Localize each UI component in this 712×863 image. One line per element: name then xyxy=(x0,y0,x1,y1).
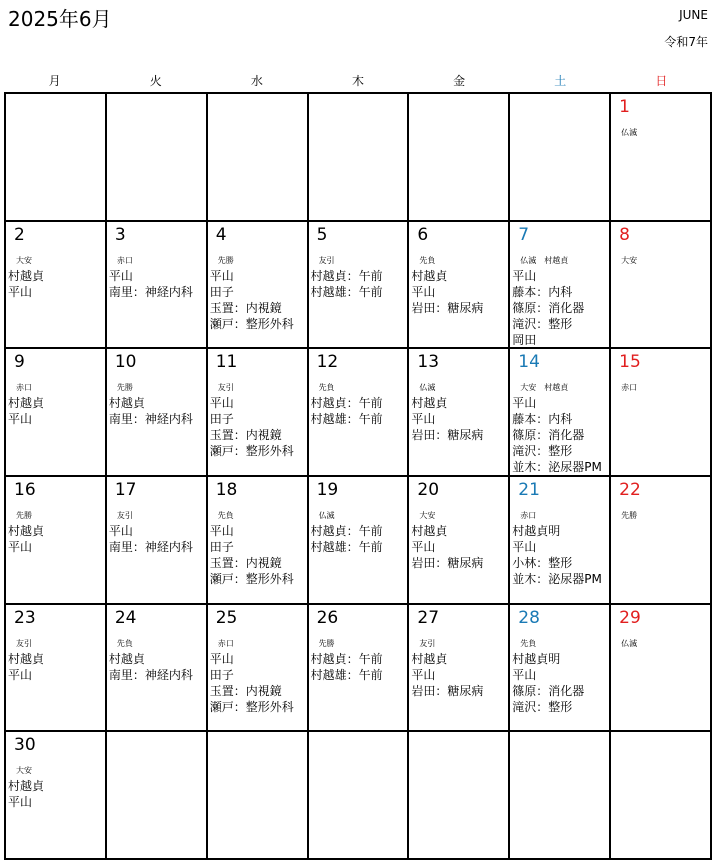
rokuyo-label: 友引 xyxy=(217,383,234,393)
schedule-entry: 村越雄：午前 xyxy=(310,412,383,427)
weekday-sun: 日 xyxy=(655,74,668,88)
schedule-entry: 滝沢：整形 xyxy=(512,316,573,331)
day-cell[interactable] xyxy=(309,605,410,733)
sub-note: 村越貞 xyxy=(544,255,569,265)
schedule-list xyxy=(411,395,483,443)
schedule-list xyxy=(8,523,44,555)
schedule-entry: 岩田：糖尿病 xyxy=(411,555,484,570)
schedule-entry: 村越貞：午前 xyxy=(310,268,383,283)
calendar-title: 2025年6月 xyxy=(8,7,112,31)
rokuyo-row xyxy=(218,382,234,393)
schedule-entry: 平山 xyxy=(108,523,133,538)
day-cell[interactable] xyxy=(309,349,410,477)
schedule-entry: 村越貞：午前 xyxy=(310,396,383,411)
schedule-entry: 平山 xyxy=(209,523,234,538)
rokuyo-row xyxy=(419,255,435,266)
day-cell[interactable] xyxy=(6,222,107,350)
rokuyo-label: 先負 xyxy=(116,638,133,648)
schedule-entry: 平山 xyxy=(8,667,33,682)
day-cell[interactable] xyxy=(409,477,510,605)
schedule-entry: 平山 xyxy=(411,284,436,299)
day-cell[interactable] xyxy=(510,605,611,733)
empty-cell xyxy=(409,732,510,860)
day-cell[interactable] xyxy=(208,605,309,733)
schedule-entry: 村越貞明 xyxy=(512,523,561,538)
schedule-entry: 南里：神経内科 xyxy=(108,667,193,682)
day-cell[interactable] xyxy=(107,477,208,605)
schedule-list xyxy=(512,651,584,715)
schedule-entry: 村越貞明 xyxy=(512,651,561,666)
schedule-list xyxy=(210,268,294,332)
day-number: 6 xyxy=(417,224,429,245)
rokuyo-label: 仏滅 xyxy=(419,383,436,393)
day-cell[interactable] xyxy=(409,605,510,733)
schedule-entry: 村越貞 xyxy=(411,268,448,283)
day-cell[interactable] xyxy=(611,605,712,733)
empty-cell xyxy=(208,94,309,222)
schedule-list xyxy=(109,395,193,427)
day-number: 4 xyxy=(215,224,227,245)
rokuyo-label: 仏滅 xyxy=(520,255,537,265)
rokuyo-row xyxy=(319,255,335,266)
schedule-list xyxy=(8,651,44,683)
day-cell[interactable] xyxy=(309,222,410,350)
schedule-entry: 岩田：糖尿病 xyxy=(411,683,484,698)
day-number: 24 xyxy=(114,607,137,628)
rokuyo-label: 友引 xyxy=(16,638,32,648)
schedule-entry: 田子 xyxy=(209,284,234,299)
empty-cell xyxy=(208,732,309,860)
rokuyo-label: 仏滅 xyxy=(318,510,335,520)
schedule-entry: 篠原：消化器 xyxy=(512,683,585,698)
schedule-entry: 平山 xyxy=(8,284,33,299)
schedule-entry: 玉置：内視鏡 xyxy=(209,555,282,570)
schedule-entry: 小林：整形 xyxy=(512,555,573,570)
schedule-entry: 岩田：糖尿病 xyxy=(411,428,484,443)
schedule-entry: 瀬戸：整形外科 xyxy=(209,571,294,586)
schedule-entry: 村越貞 xyxy=(411,523,448,538)
month-english: JUNE xyxy=(679,8,708,22)
empty-cell xyxy=(107,732,208,860)
day-cell[interactable] xyxy=(611,94,712,222)
day-number: 15 xyxy=(619,352,641,373)
day-cell[interactable] xyxy=(208,222,309,350)
day-number: 13 xyxy=(417,352,440,373)
day-number: 22 xyxy=(619,479,641,500)
rokuyo-label: 大安 xyxy=(419,510,436,520)
day-cell[interactable] xyxy=(6,349,107,477)
rokuyo-label: 先負 xyxy=(520,638,537,648)
rokuyo-row xyxy=(16,382,32,393)
schedule-entry: 藤本：内科 xyxy=(512,284,573,299)
day-cell[interactable] xyxy=(309,477,410,605)
day-cell[interactable] xyxy=(6,732,107,860)
rokuyo-row xyxy=(419,638,435,649)
empty-cell xyxy=(409,94,510,222)
rokuyo-row xyxy=(520,638,536,649)
schedule-entry: 村越貞 xyxy=(411,651,448,666)
schedule-entry: 村越貞 xyxy=(108,651,145,666)
empty-cell xyxy=(107,94,208,222)
rokuyo-label: 大安 xyxy=(520,383,537,393)
rokuyo-row xyxy=(16,765,32,776)
schedule-entry: 平山 xyxy=(209,396,234,411)
rokuyo-row xyxy=(218,510,234,521)
day-cell[interactable] xyxy=(6,477,107,605)
schedule-entry: 篠原：消化器 xyxy=(512,300,585,315)
weekday-thu: 木 xyxy=(351,74,364,88)
weekday-wed: 水 xyxy=(250,74,263,88)
schedule-list xyxy=(311,651,383,683)
schedule-list xyxy=(311,268,383,300)
day-cell[interactable] xyxy=(611,349,712,477)
rokuyo-row xyxy=(520,382,568,393)
rokuyo-row xyxy=(117,638,133,649)
schedule-list xyxy=(8,778,44,810)
schedule-list xyxy=(311,523,383,555)
rokuyo-row xyxy=(218,255,234,266)
rokuyo-label: 赤口 xyxy=(217,638,234,648)
rokuyo-row xyxy=(117,255,133,266)
rokuyo-row xyxy=(117,510,133,521)
rokuyo-label: 友引 xyxy=(318,255,335,265)
rokuyo-row xyxy=(419,382,435,393)
day-number: 16 xyxy=(14,479,36,500)
rokuyo-row xyxy=(621,382,637,393)
schedule-entry: 南里：神経内科 xyxy=(108,412,193,427)
schedule-entry: 平山 xyxy=(8,795,33,810)
schedule-list xyxy=(210,395,294,459)
schedule-entry: 瀬戸：整形外科 xyxy=(209,316,294,331)
rokuyo-label: 友引 xyxy=(116,510,133,520)
empty-cell xyxy=(510,732,611,860)
day-number: 18 xyxy=(215,479,238,500)
schedule-entry: 平山 xyxy=(512,667,537,682)
schedule-entry: 村越貞 xyxy=(8,268,45,283)
rokuyo-label: 赤口 xyxy=(116,255,133,265)
day-cell[interactable] xyxy=(510,349,611,477)
rokuyo-row xyxy=(520,510,536,521)
weekday-sat: 土 xyxy=(554,74,567,88)
rokuyo-label: 先負 xyxy=(217,510,234,520)
rokuyo-label: 先勝 xyxy=(116,383,133,393)
schedule-list xyxy=(109,651,193,683)
day-cell[interactable] xyxy=(6,605,107,733)
day-number: 28 xyxy=(518,607,540,628)
rokuyo-row xyxy=(16,255,32,266)
schedule-list xyxy=(411,268,483,316)
day-number: 20 xyxy=(417,479,440,500)
rokuyo-row xyxy=(319,382,335,393)
day-cell[interactable] xyxy=(208,477,309,605)
rokuyo-label: 友引 xyxy=(419,638,436,648)
schedule-list xyxy=(512,523,602,587)
day-cell[interactable] xyxy=(208,349,309,477)
schedule-entry: 村越貞 xyxy=(8,523,45,538)
day-number: 30 xyxy=(14,735,36,756)
day-number: 26 xyxy=(316,607,339,628)
calendar-grid xyxy=(4,92,712,860)
schedule-entry: 岩田：糖尿病 xyxy=(411,300,484,315)
day-number: 10 xyxy=(114,352,137,373)
rokuyo-row xyxy=(218,638,234,649)
rokuyo-row xyxy=(621,127,637,138)
rokuyo-label: 赤口 xyxy=(16,383,32,393)
rokuyo-row xyxy=(319,638,335,649)
schedule-entry: 南里：神経内科 xyxy=(108,539,193,554)
day-cell[interactable] xyxy=(409,349,510,477)
schedule-list xyxy=(311,395,383,427)
rokuyo-row xyxy=(319,510,335,521)
empty-cell xyxy=(309,732,410,860)
weekday-tue: 火 xyxy=(149,74,162,88)
schedule-list xyxy=(411,651,483,699)
schedule-entry: 玉置：内視鏡 xyxy=(209,300,282,315)
rokuyo-label: 大安 xyxy=(16,255,32,265)
rokuyo-label: 先勝 xyxy=(621,510,638,520)
schedule-entry: 村越貞 xyxy=(108,396,145,411)
weekday-fri: 金 xyxy=(453,74,466,88)
schedule-entry: 平山 xyxy=(411,412,436,427)
day-number: 3 xyxy=(114,224,126,245)
day-number: 11 xyxy=(215,352,238,373)
rokuyo-label: 先勝 xyxy=(217,255,234,265)
schedule-entry: 田子 xyxy=(209,667,234,682)
day-number: 19 xyxy=(316,479,339,500)
day-number: 12 xyxy=(316,352,339,373)
schedule-entry: 村越雄：午前 xyxy=(310,539,383,554)
schedule-entry: 平山 xyxy=(512,396,537,411)
schedule-entry: 村越雄：午前 xyxy=(310,667,383,682)
day-number: 9 xyxy=(14,352,25,373)
schedule-entry: 篠原：消化器 xyxy=(512,428,585,443)
day-cell[interactable] xyxy=(107,349,208,477)
day-number: 1 xyxy=(619,97,630,117)
day-number: 27 xyxy=(417,607,440,628)
day-number: 2 xyxy=(14,224,25,245)
rokuyo-label: 赤口 xyxy=(621,383,638,393)
schedule-entry: 村越貞 xyxy=(411,396,448,411)
day-cell[interactable] xyxy=(510,477,611,605)
schedule-entry: 平山 xyxy=(8,412,33,427)
rokuyo-label: 仏滅 xyxy=(621,638,638,648)
day-cell[interactable] xyxy=(409,222,510,350)
schedule-list xyxy=(109,523,193,555)
schedule-entry: 瀬戸：整形外科 xyxy=(209,699,294,714)
schedule-entry: 平山 xyxy=(512,539,537,554)
day-number: 7 xyxy=(518,224,530,245)
rokuyo-label: 赤口 xyxy=(520,510,537,520)
weekday-header xyxy=(4,72,712,92)
schedule-entry: 村越貞 xyxy=(8,651,45,666)
schedule-list xyxy=(210,523,294,587)
day-number: 14 xyxy=(518,352,540,373)
schedule-entry: 滝沢：整形 xyxy=(512,444,573,459)
rokuyo-label: 大安 xyxy=(16,766,32,776)
weekday-mon: 月 xyxy=(48,74,61,88)
schedule-list xyxy=(210,651,294,715)
schedule-entry: 並木：泌尿器PM xyxy=(512,571,602,586)
schedule-list xyxy=(411,523,483,571)
schedule-entry: 岡田 xyxy=(512,332,537,347)
day-cell[interactable] xyxy=(107,605,208,733)
schedule-entry: 村越貞：午前 xyxy=(310,523,383,538)
rokuyo-row xyxy=(621,255,637,266)
schedule-list xyxy=(512,268,584,348)
rokuyo-row xyxy=(419,510,435,521)
empty-cell xyxy=(309,94,410,222)
schedule-entry: 藤本：内科 xyxy=(512,412,573,427)
schedule-entry: 村越貞：午前 xyxy=(310,651,383,666)
day-number: 17 xyxy=(114,479,137,500)
rokuyo-label: 先負 xyxy=(318,383,335,393)
schedule-entry: 田子 xyxy=(209,412,234,427)
schedule-entry: 村越雄：午前 xyxy=(310,284,383,299)
schedule-entry: 玉置：内視鏡 xyxy=(209,428,282,443)
schedule-entry: 並木：泌尿器PM xyxy=(512,460,602,475)
schedule-list xyxy=(109,268,193,300)
schedule-entry: 玉置：内視鏡 xyxy=(209,683,282,698)
day-cell[interactable] xyxy=(611,222,712,350)
sub-note: 村越貞 xyxy=(544,383,569,393)
rokuyo-label: 先勝 xyxy=(318,638,335,648)
empty-cell xyxy=(6,94,107,222)
schedule-entry: 南里：神経内科 xyxy=(108,284,193,299)
schedule-list xyxy=(512,395,602,475)
rokuyo-label: 仏滅 xyxy=(621,128,638,137)
rokuyo-row xyxy=(117,382,133,393)
schedule-entry: 平山 xyxy=(411,539,436,554)
day-number: 5 xyxy=(316,224,328,245)
schedule-entry: 平山 xyxy=(108,268,133,283)
schedule-entry: 平山 xyxy=(209,268,234,283)
schedule-list xyxy=(8,395,44,427)
schedule-entry: 平山 xyxy=(8,539,33,554)
day-number: 25 xyxy=(215,607,238,628)
schedule-entry: 村越貞 xyxy=(8,779,45,794)
day-number: 21 xyxy=(518,479,540,500)
day-number: 23 xyxy=(14,607,36,628)
schedule-entry: 平山 xyxy=(512,268,537,283)
rokuyo-label: 先勝 xyxy=(16,510,32,520)
rokuyo-row xyxy=(621,638,637,649)
day-number: 8 xyxy=(619,224,630,245)
rokuyo-row xyxy=(621,510,637,521)
era-year: 令和7年 xyxy=(664,35,708,49)
rokuyo-row xyxy=(520,255,568,266)
schedule-entry: 田子 xyxy=(209,539,234,554)
schedule-entry: 滝沢：整形 xyxy=(512,699,573,714)
empty-cell xyxy=(510,94,611,222)
day-number: 29 xyxy=(619,607,641,628)
rokuyo-row xyxy=(16,638,32,649)
rokuyo-label: 先負 xyxy=(419,255,436,265)
schedule-entry: 平山 xyxy=(411,667,436,682)
schedule-entry: 村越貞 xyxy=(8,396,45,411)
day-cell[interactable] xyxy=(107,222,208,350)
schedule-entry: 瀬戸：整形外科 xyxy=(209,444,294,459)
rokuyo-row xyxy=(16,510,32,521)
schedule-list xyxy=(8,268,44,300)
empty-cell xyxy=(611,732,712,860)
rokuyo-label: 大安 xyxy=(621,255,638,265)
day-cell[interactable] xyxy=(611,477,712,605)
day-cell[interactable] xyxy=(510,222,611,350)
schedule-entry: 平山 xyxy=(209,651,234,666)
